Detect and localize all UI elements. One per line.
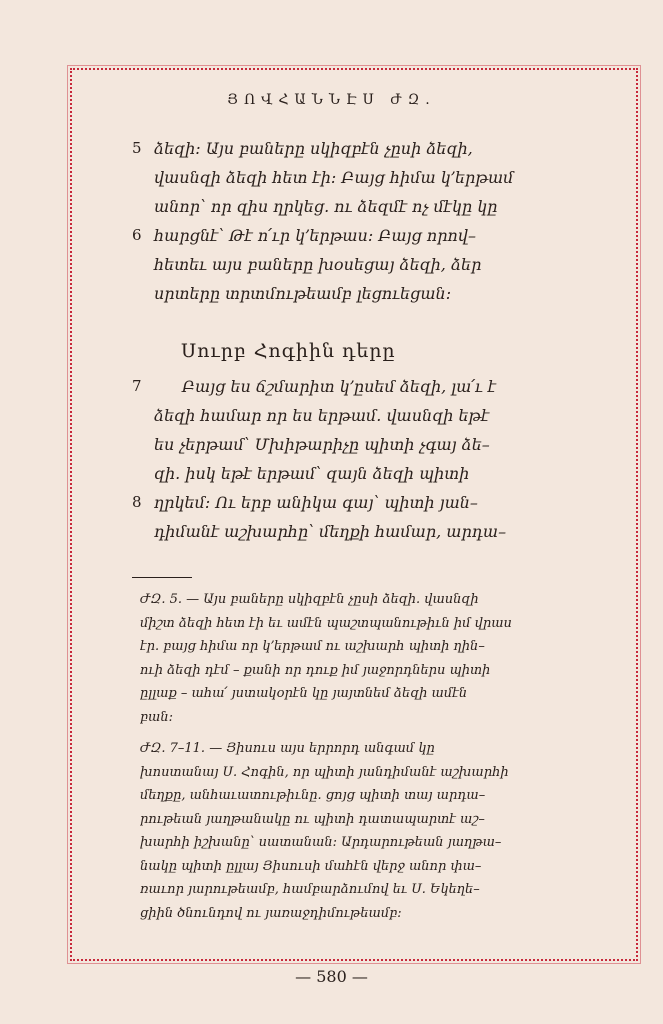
footnote-text: խոստանայ Ս. Հոգին, որ պիտի յանդիմանէ աշխարհի [140,764,509,780]
footnote-text: խարհի իշխանը՝ սատանան։ Արդարութեան յաղթա– [140,835,502,850]
section-subtitle: Սուրբ Հոգիին դերը [181,340,396,362]
footnote-text: միշտ ձեզի հետ էի եւ ամէն պաշտպանութիւն իմ վրաս [140,615,512,631]
verse-line [132,372,602,401]
verse-text: ձեզի։ Այս բաները սկիզբէն չըսի ձեզի, [154,139,473,158]
verse-text: վասնզի ձեզի հետ էի։ Բայց հիմա կ՚երթամ [154,168,514,187]
verse-text: սրտերը տրտմութեամբ լեցուեցան։ [154,284,452,303]
verse-number: 8 [132,493,142,511]
footnote-line [140,761,600,785]
footnote-line [140,612,600,636]
verses-block-2 [132,372,602,546]
verse-line [132,459,602,488]
verse-line [132,401,602,430]
verse-number: 5 [132,139,142,157]
verse-text: ես չերթամ՝ Մխիթարիչը պիտի չգայ ձե– [154,435,490,454]
footnote-line [140,635,600,659]
verse-text: Բայց ես ճշմարիտ կ՚ըսեմ ձեզի, լա՛ւ է [182,377,496,396]
footnote-divider [132,577,192,578]
footnote-text: բան։ [140,709,174,725]
footnote-text: ցիին ծնունդով ու յառաջդիմութեամբ։ [140,905,402,921]
page-number: — 580 — [295,967,368,986]
note-gap [140,729,600,737]
verse-line [132,279,602,308]
footnote-line [140,784,600,808]
footnote-line [140,855,600,879]
verse-text: զի. իսկ եթէ երթամ՝ զայն ձեզի պիտի [154,464,470,483]
footnote-text: րութեան յաղթանակը ու պիտի դատապարտէ աշ– [140,811,485,827]
footnote-text: ԺԶ. 5. — Այս բաները սկիզբէն չըսի ձեզի. վասնզի [140,592,479,607]
verse-number: 6 [132,226,142,244]
footnote-line [140,588,600,612]
verse-line [132,192,602,221]
footnote-line [140,737,600,761]
footnote-text: ռաւոր յարութեամբ, համբարձումով եւ Ս. Եկեղե– [140,882,480,897]
verse-line [132,488,602,517]
footnote-text: ԺԶ. 7–11. — Յիսուս այս երրորդ անգամ կը [140,741,435,756]
verses-block-1 [132,134,602,308]
verse-line [132,517,602,546]
verse-number: 7 [132,377,142,395]
footnote-line [140,831,600,855]
footnote-line [140,902,600,926]
footnotes [140,588,600,925]
verse-line [132,430,602,459]
footnote-line [140,682,600,706]
footnote-line [140,808,600,832]
footnote-text: էր. բայց հիմա որ կ՚երթամ ու աշխարհ պիտի ղին– [140,639,485,654]
footnote-text: մեղքը, անհաւատութիւնը. ցոյց պիտի տայ արդա– [140,788,486,803]
verse-text: հարցնէ՝ Թէ ո՛ւր կ՚երթաս։ Բայց որով– [154,226,476,245]
verse-text: ձեզի համար որ ես երթամ. վասնզի եթէ [154,406,490,425]
footnote-line [140,878,600,902]
verse-line [132,163,602,192]
footnote-line [140,659,600,683]
verse-line [132,134,602,163]
verse-text: հետեւ այս բաները խօսեցայ ձեզի, ձեր [154,255,482,274]
verse-line [132,250,602,279]
verse-text: դիմանէ աշխարհը՝ մեղքի համար, արդա– [154,522,507,541]
verse-line [132,221,602,250]
verse-text: անոր՝ որ զիս ղրկեց. ու ձեզմէ ոչ մէկը կը [154,197,498,216]
verse-text: ղրկեմ։ Ու երբ անիկա գայ՝ պիտի յան– [154,493,478,512]
footnote-line [140,706,600,730]
page-header: ՅՈՎՀԱՆՆԷՍ ԺԶ. [227,92,436,108]
footnote-text: նակը պիտի ըլլայ Յիսուսի մահէն վերջ անոր փա– [140,858,482,874]
footnote-text: ուի ձեզի դէմ – քանի որ դուք իմ յաջորդներս պիտի [140,662,491,678]
footnote-text: ըլլաք – ահա՛ յստակօրէն կը յայտնեմ ձեզի ամէն [140,686,468,701]
